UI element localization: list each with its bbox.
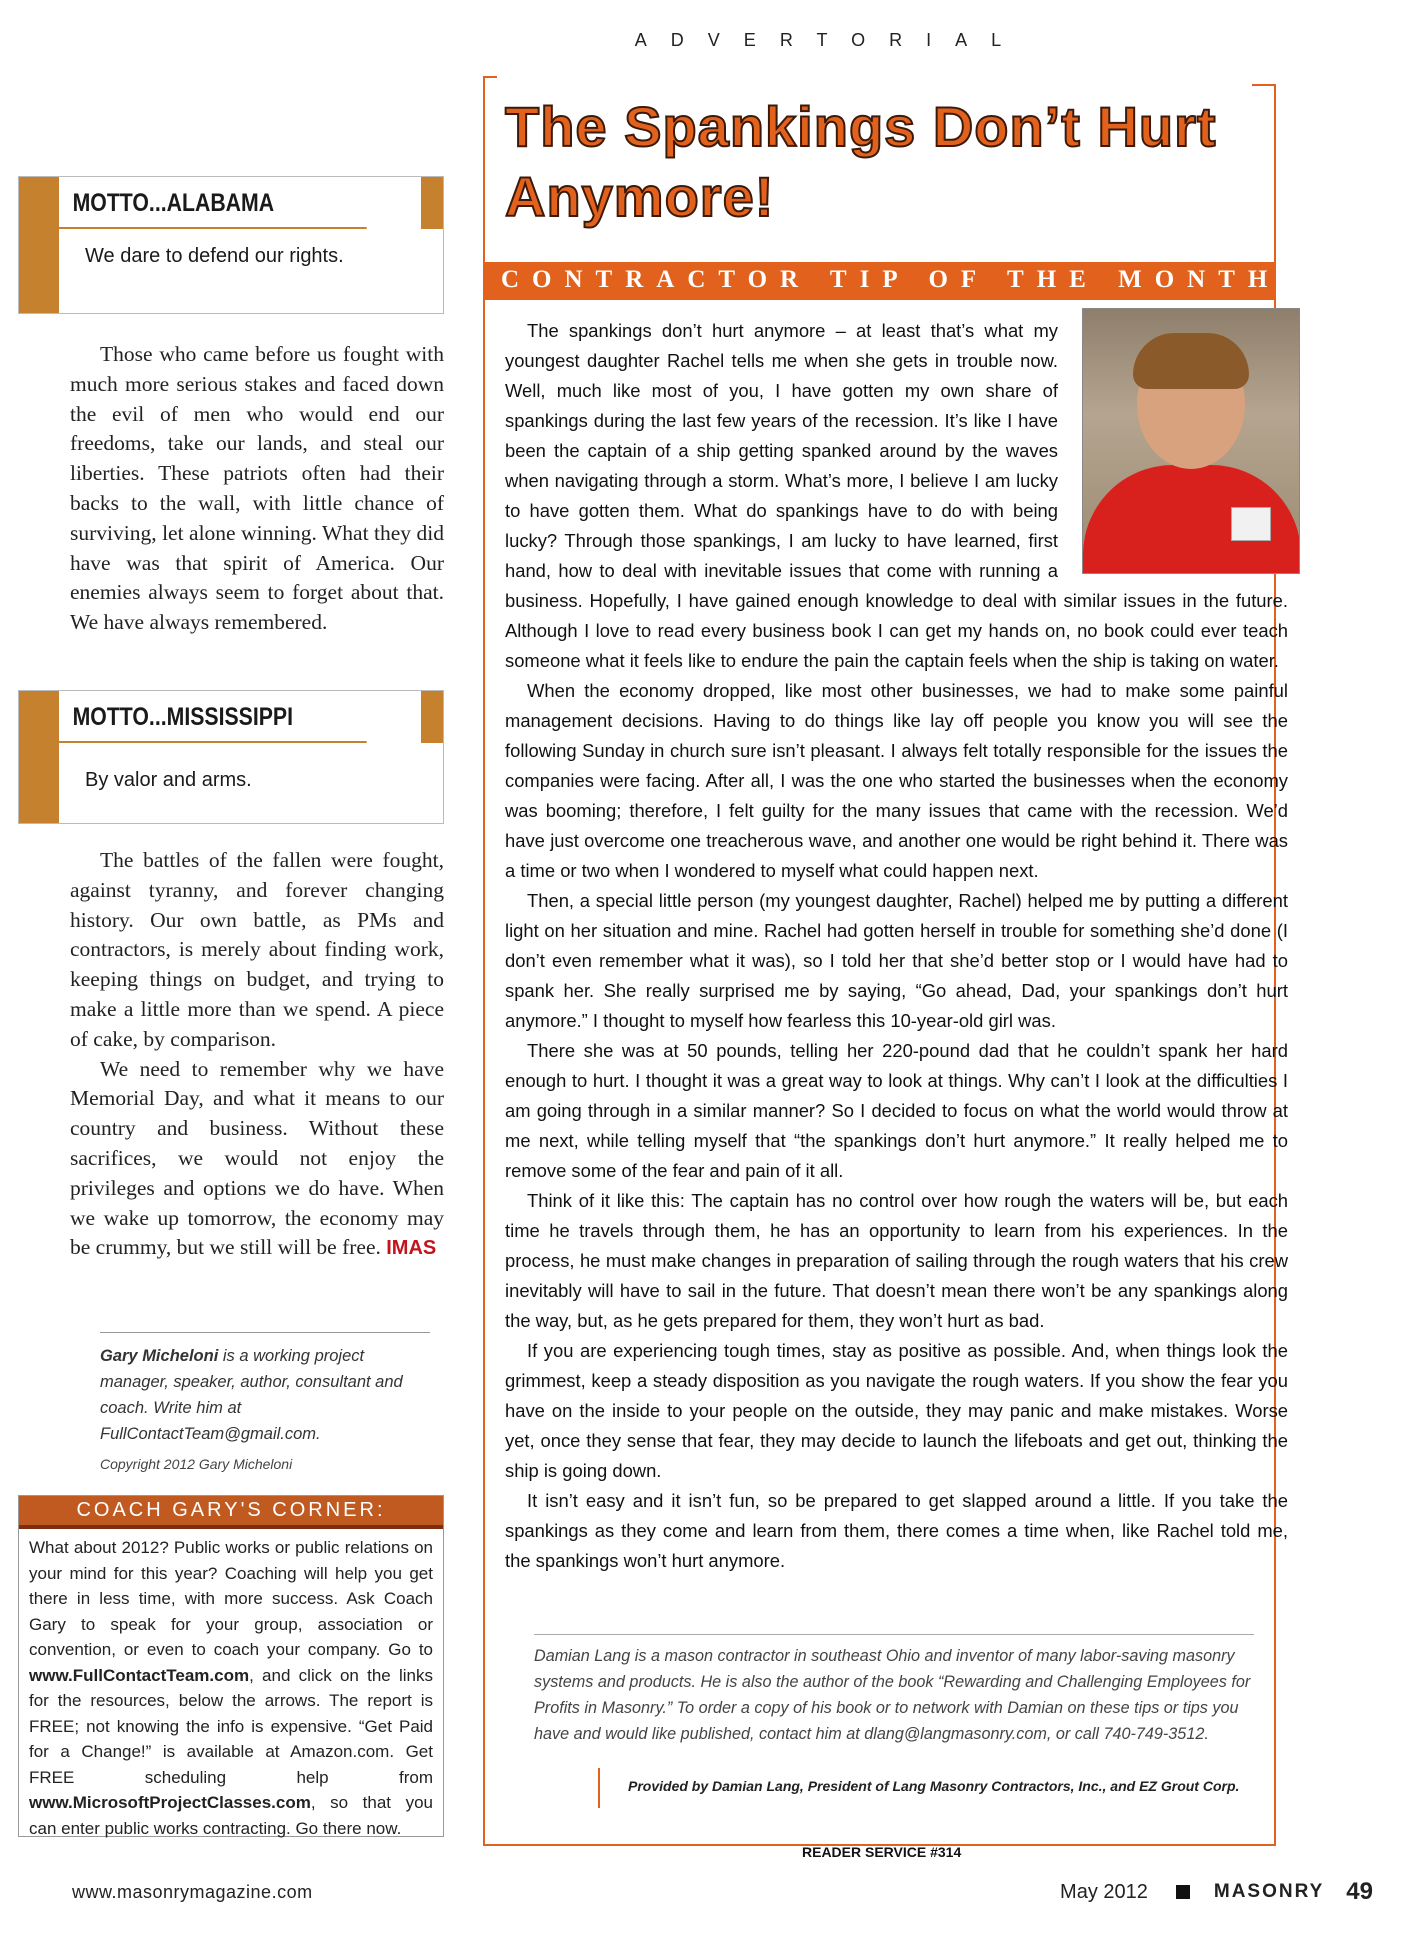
footer-right <box>1060 1878 1373 1906</box>
motto-box-alabama <box>18 176 444 314</box>
motto-bar-left <box>19 177 59 313</box>
motto-text: We dare to defend our rights. <box>85 245 344 267</box>
motto-bar-right <box>421 177 443 229</box>
author-bio-left <box>100 1332 430 1447</box>
article-title: The Spankings Don’t Hurt Anymore! <box>505 95 1217 228</box>
left-column-text-2 <box>70 846 444 1264</box>
left-paragraph: Those who came before us fought with much more serious stakes and faced down the evil of men who would end our freedoms, take our lands, and steal our liberties. These patriots often had their backs to the wall, with little chance of surviving, let alone winning. What they did have was that spirit of America. Our enemies always seem to forget about that. We have always remembered. <box>70 342 444 635</box>
reader-service: READER SERVICE #314 <box>802 1844 962 1860</box>
motto-bar-left <box>19 691 59 823</box>
left-column-text-1 <box>70 340 444 638</box>
article-body <box>505 316 1288 1576</box>
imas-end-mark: IMAS <box>386 1237 437 1260</box>
photo-spacer <box>1058 316 1288 584</box>
article-paragraph: Then, a special little person (my youngest daughter, Rachel) helped me by putting a different light on her situation and mine. Rachel had gotten herself in trouble for something she’d done (I don’t even remember what it was), so I told her that she’d better stop or I would have had to spank her. She really surprised me by saying, “Go ahead, Dad, your spankings don’t hurt anymore.” I thought to myself how fearless this 10-year-old girl was. <box>505 890 1288 1031</box>
coach-gary-corner <box>18 1495 444 1837</box>
article-paragraph: When the economy dropped, like most other businesses, we had to make some painful management decisions. Having to do things like lay off people you know you will see the following Sunday in church sure isn’t pleasant. I always felt totally responsible for the issues the companies were facing. After all, I was the one who started the businesses when the economy was booming; therefore, I felt guilty for the many issues that came with the recession. We’d have just overcome one treacherous wave, and another one would be right behind it. There was a time or two when I wondered to myself what could happen next. <box>505 680 1288 881</box>
article-paragraph: The spankings don’t hurt anymore – at least that’s what my youngest daughter Rachel tells me when she gets in trouble now. Well, much like most of you, I have gotten my own share of spankings during the last few years of the recession. It’s like I have been the captain of a ship getting spanked around by the waves when navigating through a storm. What’s more, I believe I am lucky to have gotten them. What do spankings have to do with being lucky? Through those spankings, I am lucky to have learned, first hand, how to deal with inevitable issues that come with running a business. Hopefully, I have gained enough knowledge to deal with similar issues in the future. Although I love to read every business book I can get my hands on, no book could ever teach someone what it feels like to endure the pain the captain feels when the ship is taking on water. <box>505 320 1288 671</box>
author-name: Gary Micheloni <box>100 1347 219 1365</box>
author-bio-text: is a working project manager, speaker, author, consultant and coach. Write him at FullContactTeam@gmail.com. <box>100 1347 403 1443</box>
article-paragraph: Think of it like this: The captain has no control over how rough the waters will be, but each time he travels through them, he has an opportunity to learn from his experiences. In the process, he must make changes in preparation of sailing through the rough waters that his crew inevitably will have to sail in the future. That doesn’t mean there won’t be any spankings along the way, but, as he gets prepared for them, they won’t hurt as bad. <box>505 1190 1288 1331</box>
page-number: 49 <box>1346 1878 1373 1905</box>
link-fullcontactteam[interactable]: www.FullContactTeam.com <box>29 1665 250 1685</box>
coach-corner-text <box>19 1529 443 1847</box>
motto-title: MOTTO...MISSISSIPPI <box>59 691 367 743</box>
footer-magazine: MASONRY <box>1213 1881 1325 1902</box>
closing-text: We need to remember why we have Memorial Day, and what it means to our country and business. Without these sacrifices, we would not enjoy the privileges and options we do have. When we wake up tomorrow, the economy may be crummy, but we still will be free. <box>70 1056 444 1260</box>
provided-by: Provided by Damian Lang, President of Lang Masonry Contractors, Inc., and EZ Grout Corp. <box>598 1768 1278 1808</box>
motto-box-mississippi <box>18 690 444 824</box>
motto-text: By valor and arms. <box>85 769 252 791</box>
motto-bar-right <box>421 691 443 743</box>
frame-line-top <box>483 76 497 78</box>
coach-corner-title: COACH GARY'S CORNER: <box>19 1496 443 1529</box>
frame-line-left-top <box>483 76 485 262</box>
footer-url[interactable]: www.masonrymagazine.com <box>72 1882 313 1902</box>
section-label: ADVERTORIAL <box>634 30 1026 50</box>
article-paragraph: If you are experiencing tough times, stay as positive as possible. And, when things look the grimmest, keep a steady disposition as you navigate the rough waters. If you show the fear you have on the inside to your people on the outside, they may panic and make mistakes. Worse yet, once they sense that fear, they may decide to launch the lifeboats and get out, thinking the ship is going down. <box>505 1340 1288 1481</box>
left-paragraph: The battles of the fallen were fought, against tyranny, and forever changing history. Our own battle, as PMs and contractors, is merely about finding work, keeping things on budget, and trying to make a little more than we spend. A piece of cake, by comparison. <box>70 848 444 1051</box>
frame-line-top-right <box>1252 84 1276 86</box>
article-paragraph: There she was at 50 pounds, telling her 220-pound dad that he couldn’t spank her hard enough to hurt. I thought it was a great way to look at things. Why can’t I look at the difficulties I am going through in a similar manner? So I decided to focus on what the world would throw at me next, while telling myself that “the spankings don’t hurt anymore.” It really helped me to remove some of the fear and pain of it all. <box>505 1040 1288 1181</box>
link-microsoftprojectclasses[interactable]: www.MicrosoftProjectClasses.com <box>29 1793 311 1812</box>
motto-title: MOTTO...ALABAMA <box>59 177 367 229</box>
article-paragraph: It isn’t easy and it isn’t fun, so be prepared to get slapped around a little. If you take the spankings as they come and learn from them, there comes a time when, like Rachel told me, the spankings won’t hurt anymore. <box>505 1490 1288 1571</box>
author-bio-right: Damian Lang is a mason contractor in southeast Ohio and inventor of many labor-saving masonry systems and products. He is also the author of the book “Rewarding and Challenging Employees for Profits in Masonry.” To order a copy of his book or to network with Damian on these tips or tips you have and would like published, contact him at dlang@langmasonry.com, or call 740-749-3512. <box>534 1634 1254 1747</box>
copyright: Copyright 2012 Gary Micheloni <box>100 1456 293 1472</box>
coach-text-2: , and click on the links for the resources, below the arrows. The report is FREE; not knowing the info is expensive. “Get Paid for a Change!” is available at Amazon.com. Get FREE scheduling help from <box>29 1665 433 1787</box>
tip-banner: CONTRACTOR TIP OF THE MONTH <box>483 262 1276 300</box>
footer-date: May 2012 <box>1060 1880 1148 1903</box>
coach-text-3: , so that you can enter public works contracting. Go there now. <box>29 1793 433 1838</box>
square-bullet-icon <box>1176 1885 1190 1899</box>
left-paragraph-closing <box>70 1055 444 1265</box>
frame-line-right-top <box>1274 84 1276 262</box>
coach-text-1: What about 2012? Public works or public relations on your mind for this year? Coaching will help you get there in less time, with more success. Ask Coach Gary to speak for your group, association or convention, or even to coach your company. Go to <box>29 1538 433 1659</box>
